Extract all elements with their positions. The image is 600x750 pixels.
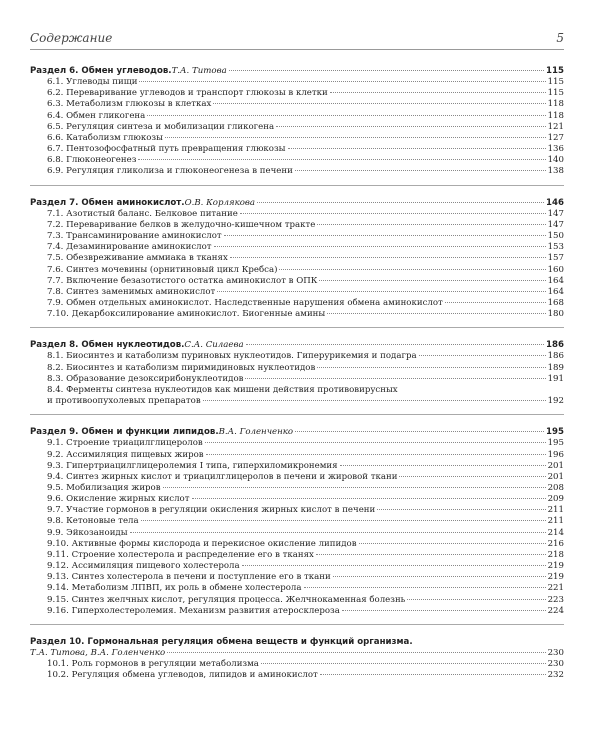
toc-page-number: 168: [547, 297, 564, 308]
toc-entry-label: 10.2. Регуляция обмена углеводов, липидов и аминокислот: [47, 670, 318, 681]
toc-entry-label: 9.10. Активные формы кислорода и перекисное окисление липидов: [47, 538, 357, 549]
dot-leader: [288, 148, 546, 149]
dot-leader: [445, 302, 546, 303]
toc-entry-label: 7.2. Переваривание белков в желудочно-кишечном тракте: [47, 219, 316, 230]
toc-entry-label: 6.5. Регуляция синтеза и мобилизации гликогена: [47, 121, 275, 132]
toc-entry-label: 9.7. Участие гормонов в регуляции окисления жирных кислот в печени: [47, 505, 376, 516]
dot-leader: [229, 70, 544, 71]
toc-entry-label: 9.3. Гипертриацилглицеролемия I типа, гиперхиломикронемия: [47, 460, 338, 471]
section-divider: [30, 185, 564, 186]
toc-section: [30, 198, 564, 321]
toc-section: [30, 66, 564, 178]
toc-page-number: 208: [547, 483, 564, 493]
dot-leader: [167, 652, 545, 653]
toc-page-number: 191: [547, 373, 564, 384]
toc-entry-label: 7.5. Обезвреживание аммиака в тканях: [47, 253, 228, 264]
toc-entry[interactable]: [30, 572, 564, 583]
toc-entry[interactable]: [30, 276, 564, 287]
dot-leader: [330, 92, 546, 93]
toc-page-number: 219: [547, 572, 564, 583]
dot-leader: [340, 465, 546, 466]
toc-entry[interactable]: [30, 450, 564, 461]
toc-page-number: 157: [547, 253, 564, 264]
toc-entry[interactable]: [30, 231, 564, 242]
toc-entry[interactable]: [30, 472, 564, 483]
toc-page-number: 140: [547, 155, 564, 166]
toc-page-number: 138: [547, 166, 564, 177]
toc-entry[interactable]: [30, 606, 564, 617]
toc-entry-label: 7.7. Включение безазотистого остатка аминокислот в ОПК: [47, 275, 318, 286]
toc-entry[interactable]: [30, 396, 564, 407]
dot-leader: [240, 213, 546, 214]
section-author: О.В. Корлякова: [184, 197, 256, 208]
dot-leader: [359, 543, 546, 544]
dot-leader: [316, 554, 546, 555]
toc-entry[interactable]: [30, 351, 564, 362]
section-title: Раздел 8. Обмен нуклеотидов.: [30, 340, 185, 351]
toc-entry-label: 9.8. Кетоновые тела: [47, 516, 139, 527]
toc-entry-label: 8.3. Образование дезоксирибонуклеотидов: [47, 373, 244, 384]
toc-entry[interactable]: [30, 561, 564, 572]
dot-leader: [203, 400, 546, 401]
toc-entry-label: 6.2. Переваривание углеводов и транспорт глюкозы в клетки: [47, 88, 328, 99]
toc-page-number: 216: [547, 538, 564, 549]
toc-page-number: 209: [547, 494, 564, 505]
dot-leader: [206, 454, 546, 455]
toc-entry-label: 9.2. Ассимиляция пищевых жиров: [47, 449, 204, 460]
toc-entry-label: 8.4. Ферменты синтеза нуклеотидов как мишени действия противовирусных: [47, 384, 398, 395]
toc-entry[interactable]: [30, 88, 564, 99]
dot-leader: [141, 520, 546, 521]
dot-leader: [304, 587, 546, 588]
section-heading[interactable]: [30, 198, 564, 209]
toc-entry[interactable]: [30, 220, 564, 231]
toc-entry-label: 7.1. Азотистый баланс. Белковое питание: [47, 208, 238, 219]
dot-leader: [163, 487, 546, 488]
toc-entry[interactable]: [30, 505, 564, 516]
toc-entry-label: 9.4. Синтез жирных кислот и триацилглицеролов в печени и жировой ткани: [47, 471, 398, 482]
dot-leader: [399, 476, 545, 477]
section-title: Раздел 6. Обмен углеводов.: [30, 66, 172, 76]
toc-entry[interactable]: [30, 133, 564, 144]
toc-page-number: 211: [547, 516, 564, 527]
dot-leader: [147, 115, 545, 116]
toc-page-number: 192: [547, 396, 564, 407]
toc-entry[interactable]: [30, 265, 564, 276]
toc-page-number: 180: [547, 309, 564, 320]
toc-entry[interactable]: [30, 309, 564, 320]
toc-entry[interactable]: [30, 166, 564, 177]
dot-leader: [217, 291, 545, 292]
toc-entry[interactable]: [30, 528, 564, 539]
page-number: 5: [556, 31, 564, 45]
dot-leader: [377, 509, 545, 510]
toc-entry[interactable]: [30, 155, 564, 166]
toc-entry-label: 6.7. Пентозофосфатный путь превращения глюкозы: [47, 144, 286, 155]
toc-entry[interactable]: [30, 242, 564, 253]
toc-entry-label: 10.1. Роль гормонов в регуляции метаболизма: [47, 659, 259, 670]
toc-page-number: 164: [547, 275, 564, 286]
toc-entry[interactable]: [30, 363, 564, 374]
toc-entry[interactable]: [30, 550, 564, 561]
section-author: В.А. Голенченко: [218, 427, 294, 438]
toc-entry-label: 6.1. Углеводы пищи: [47, 77, 138, 88]
toc-entry-label: 9.6. Окисление жирных кислот: [47, 494, 190, 505]
toc-page-number: 115: [546, 66, 564, 76]
toc-page-number: 219: [547, 561, 564, 572]
dot-leader: [279, 269, 545, 270]
toc-entry[interactable]: [30, 287, 564, 298]
toc-page-number: 160: [547, 264, 564, 275]
section-heading[interactable]: [30, 66, 564, 77]
toc-entry-label: 9.15. Синтез желчных кислот, регуляция процесса. Желчнокаменная болезнь: [47, 594, 406, 605]
toc-entry-label: 7.8. Синтез заменимых аминокислот: [47, 286, 216, 297]
toc-entry[interactable]: [30, 77, 564, 88]
dot-leader: [224, 235, 546, 236]
section-author: Т.А. Титова: [171, 66, 227, 76]
toc-entry-label: 6.4. Обмен гликогена: [47, 110, 146, 121]
toc-entry[interactable]: [30, 461, 564, 472]
dot-leader: [214, 246, 546, 247]
dot-leader: [419, 355, 546, 356]
toc-page-number: 146: [546, 197, 564, 208]
dot-leader: [192, 498, 546, 499]
toc-entry[interactable]: [30, 144, 564, 155]
toc-entry-label: 9.9. Эйкозаноиды: [47, 527, 128, 538]
section-heading[interactable]: [30, 648, 564, 659]
toc-entry-label: 9.16. Гиперхолестеролемия. Механизм развития атеросклероза: [47, 605, 340, 616]
header-title: Содержание: [30, 31, 113, 45]
toc-section: [30, 427, 564, 617]
toc-page-number: 118: [547, 99, 564, 110]
dot-leader: [246, 344, 544, 345]
toc-entry[interactable]: [30, 494, 564, 505]
toc-entry-label: 9.1. Строение триацилглицеролов: [47, 438, 203, 449]
toc-section: [30, 637, 564, 682]
dot-leader: [317, 224, 545, 225]
toc-entry-label: 9.14. Метаболизм ЛПВП, их роль в обмене холестерола: [47, 583, 302, 594]
dot-leader: [295, 431, 544, 432]
toc-entry-label: 6.8. Глюконеогенез: [47, 155, 137, 166]
dot-leader: [261, 663, 546, 664]
toc-entry[interactable]: [30, 583, 564, 594]
toc-page-number: 186: [547, 351, 564, 362]
toc-page-number: 118: [547, 110, 564, 121]
toc-entry[interactable]: [30, 374, 564, 385]
toc-page-number: 232: [547, 670, 564, 681]
dot-leader: [257, 202, 544, 203]
toc-entry-label: 6.9. Регуляция гликолиза и глюконеогенеза в печени: [47, 166, 293, 177]
dot-leader: [230, 257, 546, 258]
toc-entry[interactable]: [30, 670, 564, 681]
toc-page-number: 201: [547, 471, 564, 482]
toc-page-number: 127: [547, 132, 564, 143]
dot-leader: [333, 576, 546, 577]
toc-entry-label: 7.9. Обмен отдельных аминокислот. Наследственные нарушения обмена аминокислот: [47, 297, 443, 308]
toc-page-number: 218: [547, 549, 564, 560]
dot-leader: [130, 532, 546, 533]
section-divider: [30, 414, 564, 415]
toc-entry-label: 7.4. Дезаминирование аминокислот: [47, 242, 212, 253]
toc-entry[interactable]: [30, 595, 564, 606]
toc-page-number: 223: [547, 594, 564, 605]
dot-leader: [139, 81, 545, 82]
dot-leader: [317, 367, 545, 368]
dot-leader: [327, 313, 545, 314]
toc-entry-label: 7.3. Трансаминирование аминокислот: [47, 231, 222, 242]
toc-entry[interactable]: [30, 438, 564, 449]
toc-entry-label: 7.10. Декарбоксилирование аминокислот. Биогенные амины: [47, 309, 326, 320]
header-divider: [30, 49, 564, 50]
section-author: Т.А. Титова, В.А. Голенченко: [30, 648, 166, 659]
toc-page-number: 201: [547, 460, 564, 471]
dot-leader: [242, 565, 546, 566]
toc-entry-label: 8.1. Биосинтез и катаболизм пуриновых нуклеотидов. Гиперурикемия и подагра: [47, 351, 417, 362]
toc-entry[interactable]: [30, 516, 564, 527]
toc-page-number: 230: [547, 648, 564, 659]
toc-page-number: 224: [547, 605, 564, 616]
dot-leader: [276, 126, 545, 127]
toc-page-number: 221: [547, 583, 564, 594]
toc-page-number: 115: [547, 88, 564, 99]
toc-page-number: 153: [547, 242, 564, 253]
section-heading[interactable]: [30, 427, 564, 438]
toc-page-number: 147: [547, 208, 564, 219]
toc-entry[interactable]: [30, 122, 564, 133]
dot-leader: [213, 103, 545, 104]
toc-page-number: 230: [547, 659, 564, 670]
section-title: Раздел 9. Обмен и функции липидов.: [30, 427, 219, 438]
toc-entry-label: 6.6. Катаболизм глюкозы: [47, 132, 163, 143]
toc-entry[interactable]: [30, 298, 564, 309]
toc-page-number: 150: [547, 231, 564, 242]
toc-entry-label: 9.13. Синтез холестерола в печени и поступление его в ткани: [47, 572, 331, 583]
dot-leader: [295, 170, 546, 171]
toc-entry-label: 9.5. Мобилизация жиров: [47, 483, 161, 493]
section-divider: [30, 327, 564, 328]
toc-entry[interactable]: [30, 539, 564, 550]
section-author: С.А. Силаева: [184, 340, 244, 351]
toc-entry-label: 7.6. Синтез мочевины (орнитиновый цикл Кребса): [47, 264, 278, 275]
toc-page-number: 189: [547, 362, 564, 373]
section-divider: [30, 624, 564, 625]
dot-leader: [320, 674, 546, 675]
toc-page-number: 214: [547, 527, 564, 538]
toc-entry[interactable]: [30, 659, 564, 670]
toc-entry-label: 6.3. Метаболизм глюкозы в клетках: [47, 99, 212, 110]
toc-entry-label: 9.12. Ассимиляция пищевого холестерола: [47, 561, 240, 572]
toc-page-number: 164: [547, 286, 564, 297]
toc-entry[interactable]: [30, 483, 564, 494]
toc-entry-label: 9.11. Строение холестерола и распределение его в тканях: [47, 549, 314, 560]
dot-leader: [138, 159, 545, 160]
toc-entry-label: 8.2. Биосинтез и катаболизм пиримидиновых нуклеотидов: [47, 362, 316, 373]
toc-page-number: 196: [547, 449, 564, 460]
toc-page-number: 121: [547, 121, 564, 132]
toc-entry[interactable]: [30, 253, 564, 264]
toc-entry[interactable]: [30, 99, 564, 110]
dot-leader: [165, 137, 546, 138]
dot-leader: [245, 378, 545, 379]
section-heading[interactable]: [30, 340, 564, 351]
section-title: Раздел 7. Обмен аминокислот.: [30, 197, 185, 208]
dot-leader: [407, 599, 545, 600]
toc-page-number: 211: [547, 505, 564, 516]
dot-leader: [319, 280, 545, 281]
toc-page-number: 136: [547, 144, 564, 155]
toc-section: [30, 340, 564, 407]
toc-entry[interactable]: [30, 111, 564, 122]
dot-leader: [342, 610, 546, 611]
toc-entry[interactable]: [30, 209, 564, 220]
toc-page-number: 195: [547, 438, 564, 449]
toc-page-number: 115: [547, 77, 564, 88]
table-of-contents: [30, 66, 564, 682]
running-header: [30, 31, 564, 45]
section-title: Раздел 10. Гормональная регуляция обмена веществ и функций организма.: [30, 636, 413, 647]
toc-page-number: 147: [547, 219, 564, 230]
toc-entry-label: и противоопухолевых препаратов: [47, 396, 201, 407]
toc-page-number: 195: [546, 427, 564, 438]
toc-entry[interactable]: [30, 385, 564, 396]
dot-leader: [205, 442, 546, 443]
toc-page-number: 186: [546, 340, 564, 351]
